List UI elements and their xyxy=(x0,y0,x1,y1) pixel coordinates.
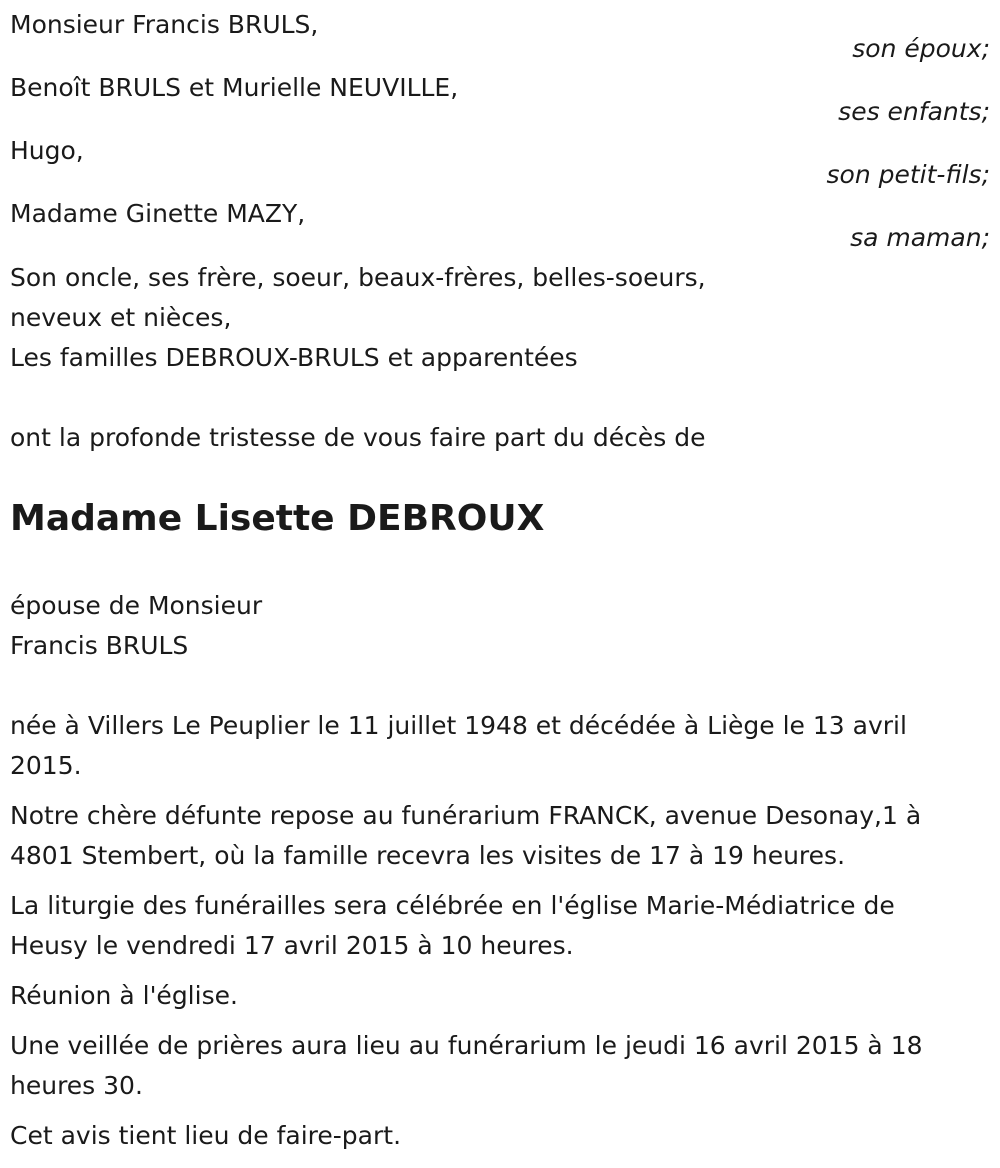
family-row-children xyxy=(10,63,990,126)
family-row-spouse xyxy=(10,0,990,63)
obituary-family-list xyxy=(10,0,990,252)
detail-line: née à Villers Le Peuplier le 11 juillet 1948 et décédée à Liège le 13 avril xyxy=(10,711,907,740)
family-member-role: son époux; xyxy=(852,34,990,63)
spouse-line: Francis BRULS xyxy=(10,631,189,660)
family-member-name: Monsieur Francis BRULS, xyxy=(10,10,319,39)
extended-family xyxy=(10,258,985,378)
family-member-name: Madame Ginette MAZY, xyxy=(10,199,306,228)
detail-funerarium xyxy=(10,796,985,876)
extended-family-line: Les familles DEBROUX-BRULS et apparentées xyxy=(10,343,578,372)
detail-line: Cet avis tient lieu de faire-part. xyxy=(10,1121,402,1150)
extended-family-line: Son oncle, ses frère, soeur, beaux-frères, belles-soeurs, xyxy=(10,263,706,292)
detail-line: Une veillée de prières aura lieu au funérarium le jeudi 16 avril 2015 à 18 xyxy=(10,1031,923,1060)
family-member-role: ses enfants; xyxy=(838,97,990,126)
detail-line: 4801 Stembert, où la famille recevra les visites de 17 à 19 heures. xyxy=(10,841,846,870)
extended-family-line: neveux et nièces, xyxy=(10,303,232,332)
detail-birth-death xyxy=(10,706,985,786)
family-member-role: sa maman; xyxy=(850,223,990,252)
detail-line: heures 30. xyxy=(10,1071,143,1100)
detail-line: Réunion à l'église. xyxy=(10,981,238,1010)
detail-vigil xyxy=(10,1026,985,1106)
spouse-line: épouse de Monsieur xyxy=(10,591,263,620)
family-member-name: Benoît BRULS et Murielle NEUVILLE, xyxy=(10,73,459,102)
announcement-text xyxy=(10,418,985,458)
detail-meeting xyxy=(10,976,985,1016)
family-member-name: Hugo, xyxy=(10,136,84,165)
detail-line: Notre chère défunte repose au funérarium FRANCK, avenue Desonay,1 à xyxy=(10,801,922,830)
announcement-line: ont la profonde tristesse de vous faire part du décès de xyxy=(10,423,706,452)
family-row-mother xyxy=(10,189,990,252)
family-row-grandson xyxy=(10,126,990,189)
deceased-name: Madame Lisette DEBROUX xyxy=(10,498,545,539)
obituary-details xyxy=(10,706,985,1166)
detail-notice xyxy=(10,1116,985,1156)
detail-line: La liturgie des funérailles sera célébrée en l'église Marie-Médiatrice de xyxy=(10,891,895,920)
detail-liturgy xyxy=(10,886,985,966)
spouse-info xyxy=(10,586,985,666)
detail-line: Heusy le vendredi 17 avril 2015 à 10 heures. xyxy=(10,931,574,960)
family-member-role: son petit-fils; xyxy=(826,160,990,189)
detail-line: 2015. xyxy=(10,751,82,780)
